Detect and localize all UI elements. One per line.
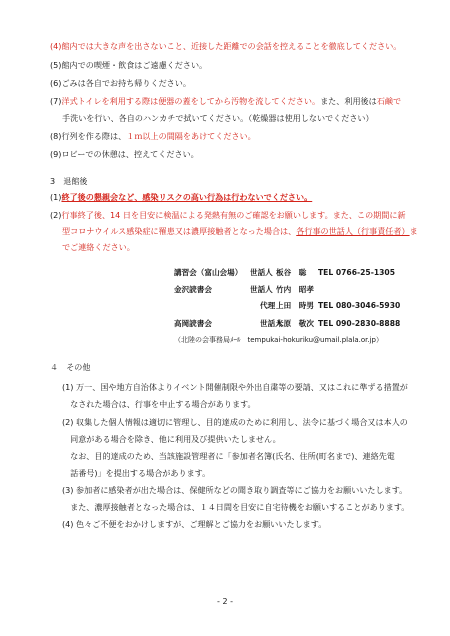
item-1-prefix: (1) (50, 192, 62, 202)
section-3-title: 3 退館後 (50, 176, 88, 186)
rule-5: (5)館内での喫煙・飲食はご遠慮ください。 (50, 60, 208, 70)
contact-tel: TEL 0766-25-1305 (318, 268, 395, 277)
rule-7-red-text: 洋式トイレを利用する際は便器の蓋をしてから汚物を流してください。 (61, 96, 321, 106)
contact-role: 代理 (260, 301, 276, 310)
section-4-line: (2) 収集した個人情報は適切に管理し、目的達成のために利用し、法令に基づく場合又は本人の (62, 417, 408, 427)
rule-8 (50, 131, 256, 142)
office-email-line: （北陸の会事務局ﾒｰﾙ tempukai-hokuriku@umail.plala.or.jp） (174, 336, 383, 344)
item-2-prefix: (2) (50, 210, 62, 220)
item-2-red-underlined: 各行事の世話人（行事責任者） (296, 226, 410, 236)
rule-7-line2: 手洗いを行い、各自のハンカチで拭いてください。（乾燥器は使用しないでください） (62, 113, 374, 123)
rule-9: (9)ロビーでの休憩は、控えてください。 (50, 149, 199, 159)
section-4-line: (1) 万一、国や地方自治体よりイベント開催制限や外出自粛等の要請、又はこれに準ずる措置が (62, 382, 408, 392)
contact-tel: TEL 080-3046-5930 (318, 301, 401, 310)
contact-role: 世話人 (250, 268, 273, 277)
section-4-line: (3) 参加者に感染者が出た場合は、保健所などの聞き取り調査等にご協力をお願いいたします。 (62, 485, 408, 495)
section-3-item-2-line1 (50, 210, 406, 221)
section-4-line: (4) 色々ご不便をおかけしますが、ご理解とご協力をお願いいたします。 (62, 519, 327, 529)
contact-name: 竹内 昭孝 (276, 285, 314, 294)
contact-org: 講習会（富山会場） (174, 268, 243, 277)
section-4-line: なされた場合は、行事を中止する場合があります。 (62, 399, 256, 409)
section-3-item-2-line3: でご連絡ください。 (62, 242, 135, 252)
section-3-item-2-line2 (62, 226, 418, 237)
item-2-red-2: 型コロナウイルス感染症に罹患又は濃厚接触者となった場合は、 (62, 226, 297, 236)
contact-name: 板谷 聡 (276, 268, 307, 277)
section-4-line: 話番号)」を提出する場合があります。 (62, 468, 211, 478)
item-2-red-end: ま (409, 226, 418, 236)
rule-8-prefix: (8)行列を作る際は、 (50, 131, 127, 141)
rule-6: (6)ごみは各自でお持ち帰りください。 (50, 78, 191, 88)
rule-7-line1 (50, 96, 401, 107)
contact-role: 世話人 (250, 285, 273, 294)
section-4-line: また、濃厚接触者となった場合は、１４日間を目安に自宅待機をお願いすることがあります。 (62, 502, 410, 512)
rule-7-prefix: (7) (50, 96, 62, 106)
rule-8-red: １ｍ以上の間隔をあけてください。 (126, 131, 256, 141)
rule-7-red-text-2: 石鹸で (376, 96, 402, 106)
page-number: - 2 - (217, 597, 233, 606)
rule-7-mid: また、利用後は (320, 96, 377, 106)
contact-org: 金沢読書会 (174, 285, 212, 294)
rule-4: (4)館内では大きな声を出さないこと、近接した距離での会話を控えることを徹底してください。 (50, 41, 402, 51)
item-1-red: 終了後の懇親会など、感染リスクの高い行為は行わないでください。 (61, 192, 313, 202)
contact-role: 世話人 (260, 319, 283, 328)
section-4-line: なお、目的達成のため、当該施設管理者に「参加者名簿(氏名、住所(町名まで)、連絡先電 (62, 451, 395, 461)
contact-tel: TEL 090-2830-8888 (318, 319, 401, 328)
contact-name: 上田 時男 (276, 301, 314, 310)
item-2-red-1: 行事終了後、14 日を目安に検温による発熱有無のご確認をお願いします。また、この期間に新 (61, 210, 406, 220)
section-3-item-1 (50, 192, 312, 203)
contact-name: 米原 敬次 (276, 319, 314, 328)
contact-org: 高岡読書会 (174, 319, 212, 328)
section-4-title: ４ その他 (50, 362, 91, 372)
section-4-line: 同意がある場合を除き、他に利用及び提供いたしません。 (62, 434, 281, 444)
